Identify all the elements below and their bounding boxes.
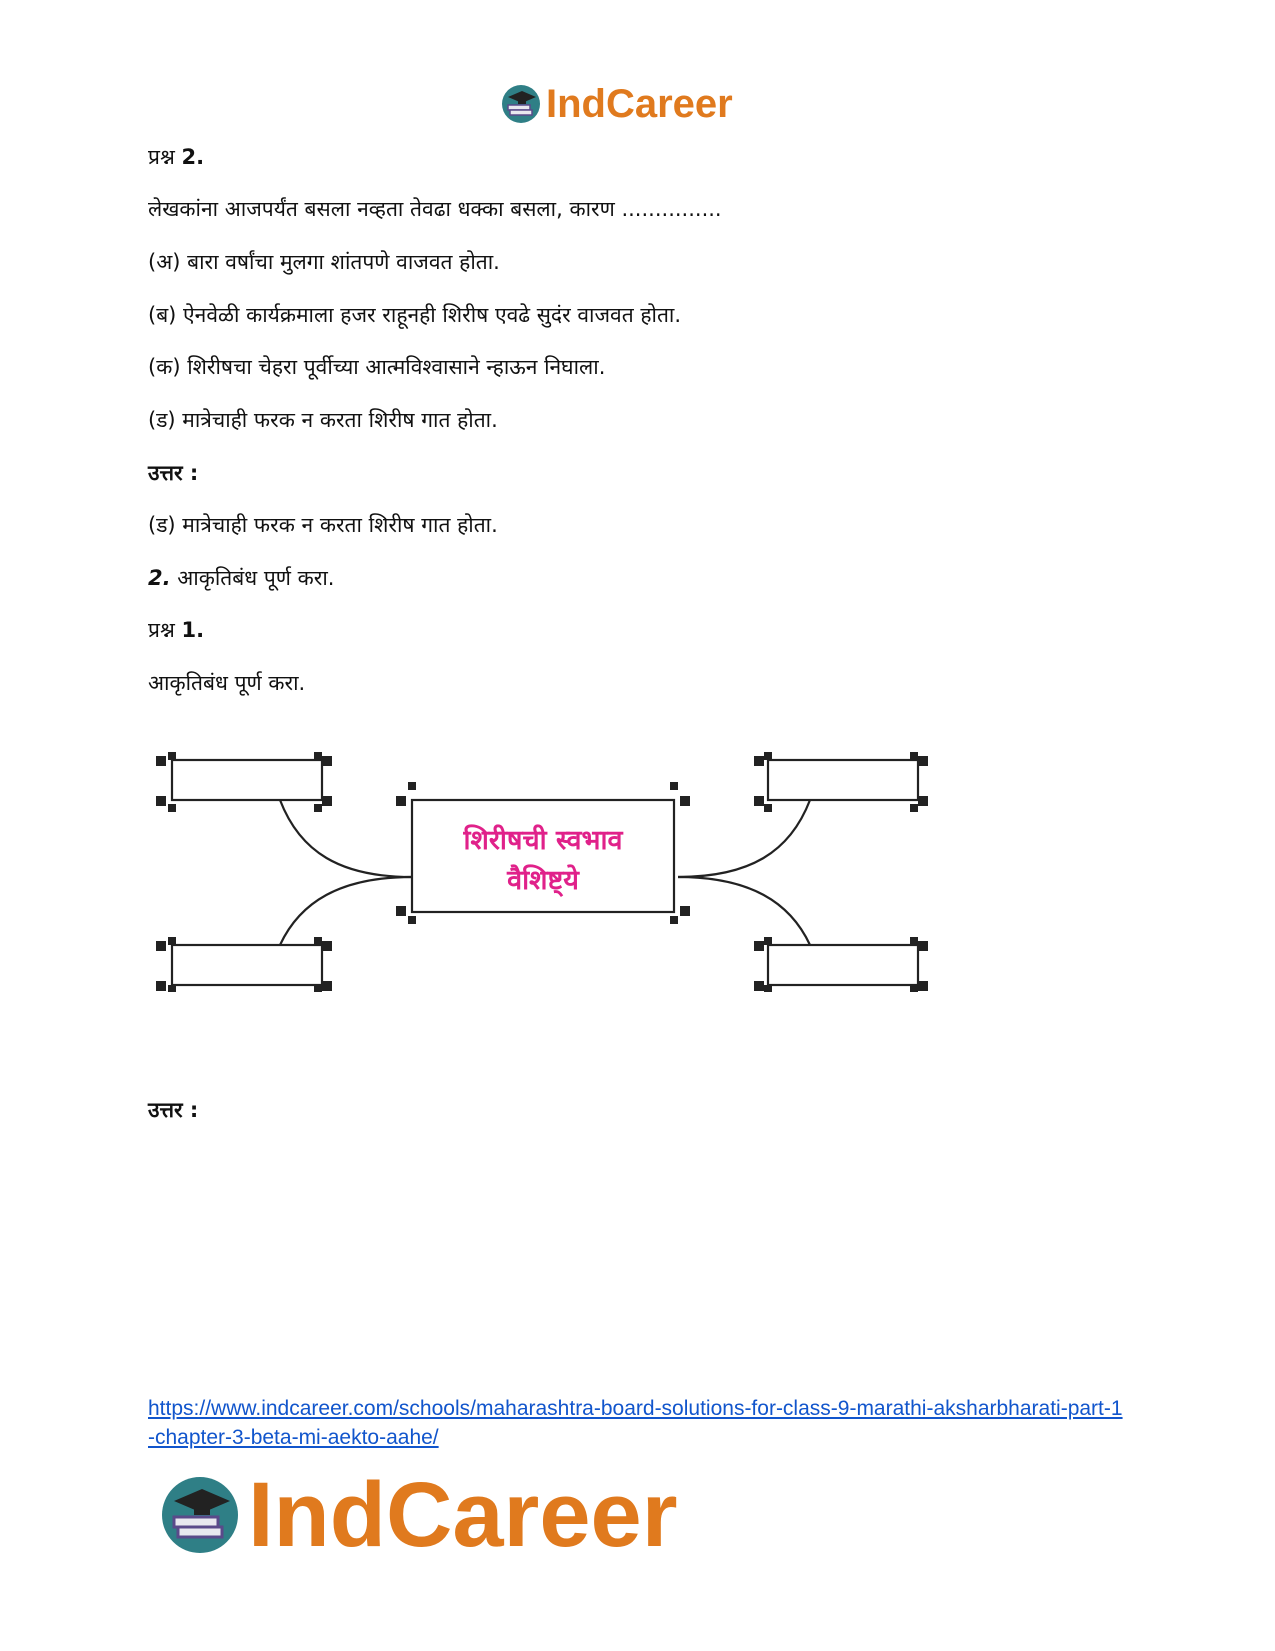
empty-box-top-left <box>172 760 322 800</box>
option-a: (अ) बारा वर्षांचा मुलगा शांतपणे वाजवत होता. <box>148 250 500 274</box>
logo-text: IndCareer <box>546 81 733 126</box>
connector-top-left <box>280 800 412 877</box>
source-link[interactable]: https://www.indcareer.com/schools/maharashtra-board-solutions-for-class-9-marathi-aksharbharati-part-1-chapter-3-beta-mi-aekto-aahe/ <box>148 1397 1123 1449</box>
graduation-cap-book-icon <box>500 83 542 125</box>
option-d: (ड) मात्रेचाही फरक न करता शिरीष गात होता. <box>148 408 498 432</box>
answer-text: (ड) मात्रेचाही फरक न करता शिरीष गात होता. <box>148 513 498 537</box>
option-b: (ब) ऐनवेळी कार्यक्रमाला हजर राहूनही शिरीष एवढे सुदंर वाजवत होता. <box>148 303 682 327</box>
connector-bottom-right <box>678 877 810 945</box>
web-diagram <box>150 752 950 992</box>
answer-label: उत्तर : <box>148 461 199 485</box>
question-label-word: प्रश्न <box>148 145 182 169</box>
indcareer-logo-top <box>500 80 733 128</box>
graduation-cap-book-icon <box>158 1473 242 1557</box>
question-1-label <box>148 616 204 644</box>
answer-label-2: उत्तर : <box>148 1098 199 1122</box>
question-number: 1. <box>181 618 205 642</box>
section-number: 2. <box>148 566 171 590</box>
question-number: 2. <box>181 145 205 169</box>
connector-top-right <box>678 800 810 877</box>
empty-box-bottom-left <box>172 945 322 985</box>
diagram-center-line1: शिरीषची स्वभाव <box>463 825 623 856</box>
logo-text: IndCareer <box>248 1463 678 1566</box>
diagram-center-line2: वैशिष्ट्ये <box>507 865 579 896</box>
empty-box-bottom-right <box>768 945 918 985</box>
section-title: आकृतिबंध पूर्ण करा. <box>170 566 335 590</box>
question-2-text: लेखकांना आजपर्यंत बसला नव्हता तेवढा धक्का बसला, कारण ............... <box>148 197 722 221</box>
connector-bottom-left <box>280 877 412 945</box>
question-2-label <box>148 143 204 171</box>
question-label-word: प्रश्न <box>148 618 182 642</box>
empty-box-top-right <box>768 760 918 800</box>
option-c: (क) शिरीषचा चेहरा पूर्वीच्या आत्मविश्वासाने न्हाऊन निघाला. <box>148 355 606 379</box>
question-1-text: आकृतिबंध पूर्ण करा. <box>148 671 306 695</box>
section-heading <box>148 564 334 592</box>
indcareer-logo-bottom <box>158 1460 678 1570</box>
